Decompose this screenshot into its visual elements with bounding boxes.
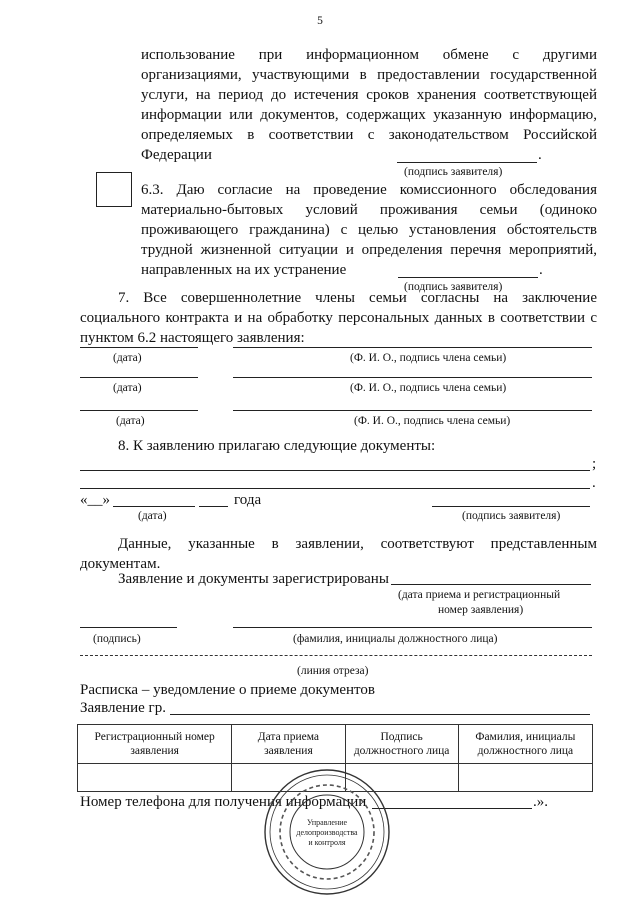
documents-heading: 8. К заявлению прилагаю следующие документы:	[118, 438, 436, 454]
signature-line[interactable]	[398, 277, 538, 278]
phone-line-end: .».	[533, 794, 548, 810]
paragraph-last-line: документам.	[80, 556, 161, 572]
paragraph-last-line: Федерации	[141, 147, 212, 163]
registration-caption: (дата приема и регистрационный	[398, 589, 561, 601]
paragraph-line: проживающего гражданина) с целью установления обстоятельств	[141, 222, 597, 238]
date-caption: (дата)	[138, 510, 167, 522]
paragraph-line: 7. Все совершеннолетние члены семьи согласны на заключение	[118, 290, 597, 306]
paragraph-line: 6.3. Даю согласие на проведение комиссионного обследования	[141, 182, 597, 198]
official-seal-stamp	[262, 767, 392, 897]
column-header: Фамилия, инициалы должностного лица	[458, 725, 592, 764]
documents-line[interactable]	[80, 488, 590, 489]
member-caption: (Ф. И. О., подпись члена семьи)	[350, 352, 507, 364]
consent-checkbox[interactable]	[96, 172, 132, 207]
paragraph-line: организациями, участвующими в предоставлении государственной	[141, 67, 597, 83]
signature-caption: (подпись заявителя)	[404, 281, 503, 293]
signature-line[interactable]	[397, 162, 537, 163]
column-header: Регистрационный номер заявления	[78, 725, 232, 764]
applicant-name-line[interactable]	[170, 714, 590, 715]
official-signature-line[interactable]	[80, 627, 177, 628]
date-caption: (дата)	[113, 382, 142, 394]
seal-line: делопроизводства	[296, 828, 358, 837]
signature-line-end: .	[538, 147, 542, 163]
paragraph-line: Данные, указанные в заявлении, соответствуют представленным	[118, 536, 597, 552]
member-caption: (Ф. И. О., подпись члена семьи)	[354, 415, 511, 427]
registration-caption: номер заявления)	[438, 604, 524, 616]
paragraph-last-line: пунктом 6.2 настоящего заявления:	[80, 330, 305, 346]
date-year-line[interactable]	[199, 506, 228, 507]
column-header: Подпись должностного лица	[345, 725, 458, 764]
documents-line-end: .	[592, 475, 596, 491]
table-cell[interactable]	[458, 764, 592, 792]
date-line[interactable]	[80, 410, 198, 411]
date-quote: «__»	[80, 492, 110, 508]
member-signature-line[interactable]	[233, 347, 592, 348]
paragraph-last-line: направленных на их устранение	[141, 262, 347, 278]
member-signature-line[interactable]	[233, 377, 592, 378]
signature-line[interactable]	[432, 506, 590, 507]
signature-line-end: .	[539, 262, 543, 278]
page-number: 5	[317, 15, 323, 27]
cut-line	[80, 655, 592, 656]
documents-line[interactable]	[80, 470, 590, 471]
member-caption: (Ф. И. О., подпись члена семьи)	[350, 382, 507, 394]
documents-line-end: ;	[592, 456, 597, 472]
phone-line[interactable]	[372, 808, 532, 809]
member-signature-line[interactable]	[233, 410, 592, 411]
date-month-line[interactable]	[113, 506, 195, 507]
official-name-caption: (фамилия, инициалы должностного лица)	[293, 633, 498, 645]
paragraph-line: трудной жизненной ситуации и определения перечня мероприятий,	[141, 242, 597, 258]
seal-line: и контроля	[308, 838, 346, 847]
registered-label: Заявление и документы зарегистрированы	[118, 571, 389, 587]
applicant-label: Заявление гр.	[80, 700, 166, 716]
paragraph-line: социального контракта и на обработку персональных данных в соответствии с	[80, 310, 597, 326]
signature-caption: (подпись заявителя)	[462, 510, 561, 522]
column-header: Дата приема заявления	[232, 725, 345, 764]
paragraph-line: определяемых в соответствии с законодательством Российской	[141, 127, 597, 143]
paragraph-line: услуги, на период до истечения сроков хранения соответствующей	[141, 87, 597, 103]
signature-caption: (подпись)	[93, 633, 141, 645]
phone-label: Номер телефона для получения информации	[80, 794, 367, 810]
official-name-line[interactable]	[233, 627, 592, 628]
year-word: года	[234, 492, 262, 508]
receipt-title: Расписка – уведомление о приеме документов	[80, 682, 375, 698]
seal-line: Управление	[306, 818, 348, 827]
signature-caption: (подпись заявителя)	[404, 166, 503, 178]
paragraph-line: информации или документов, содержащих указанную информацию,	[141, 107, 597, 123]
table-cell[interactable]	[78, 764, 232, 792]
paragraph-line: использование при информационном обмене с другими	[141, 47, 597, 63]
cut-line-caption: (линия отреза)	[297, 665, 369, 677]
date-caption: (дата)	[113, 352, 142, 364]
date-line[interactable]	[80, 347, 198, 348]
registration-line[interactable]	[391, 584, 591, 585]
date-line[interactable]	[80, 377, 198, 378]
table-header-row	[78, 725, 593, 764]
date-caption: (дата)	[116, 415, 145, 427]
paragraph-line: материально-бытовых условий проживания семьи (одиноко	[141, 202, 597, 218]
